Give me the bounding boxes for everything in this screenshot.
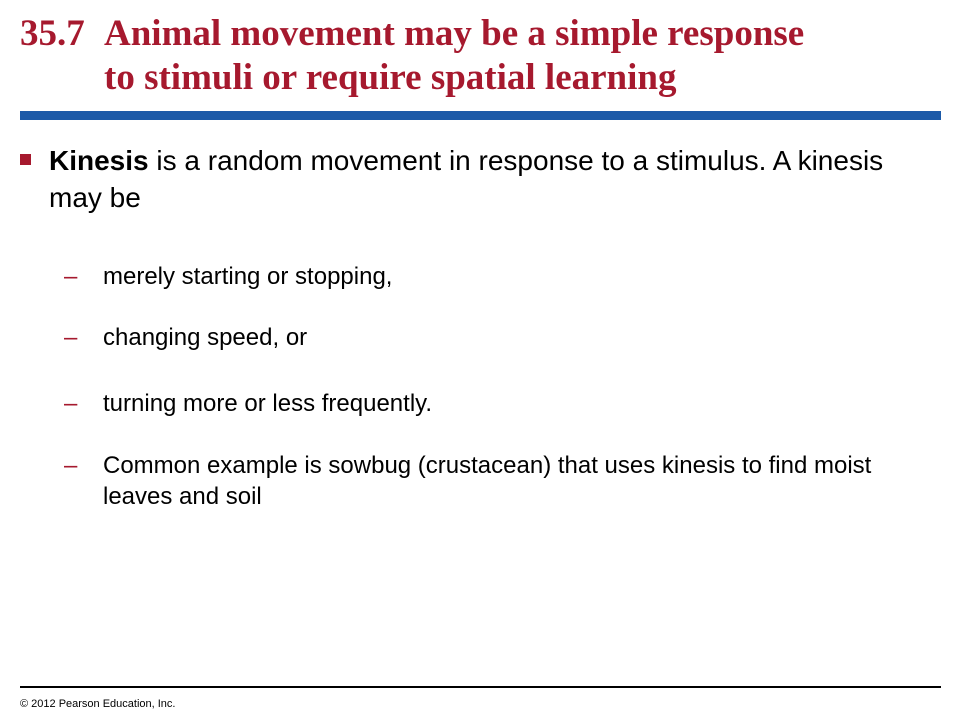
sub-bullet-1 [64, 261, 924, 292]
sub-bullet-text: changing speed, or [103, 324, 308, 351]
title-number: 35.7 [20, 13, 85, 54]
bullet-description: is a random movement in response to a stimulus. A kinesis may be [49, 145, 884, 213]
sub-bullet-4 [64, 450, 924, 512]
dash-icon: – [64, 390, 78, 417]
footer-divider [20, 686, 941, 688]
copyright-footer: © 2012 Pearson Education, Inc. [20, 698, 176, 710]
main-bullet [20, 142, 920, 216]
dash-icon: – [64, 452, 78, 479]
square-bullet-icon [20, 154, 31, 165]
sub-bullet-3 [64, 388, 924, 419]
title-divider [20, 111, 941, 120]
sub-bullet-text: turning more or less frequently. [103, 390, 433, 417]
bullet-term: Kinesis [49, 145, 149, 176]
sub-bullet-text: Common example is sowbug (crustacean) that uses kinesis to find moist leaves and soil [103, 452, 872, 510]
slide-title [20, 12, 940, 100]
title-line-2: to stimuli or require spatial learning [104, 57, 677, 98]
dash-icon: – [64, 263, 78, 290]
sub-bullet-text: merely starting or stopping, [103, 263, 393, 290]
dash-icon: – [64, 324, 78, 351]
sub-bullet-2 [64, 322, 924, 353]
title-line-1: Animal movement may be a simple response [104, 13, 805, 54]
main-bullet-text [49, 142, 920, 216]
